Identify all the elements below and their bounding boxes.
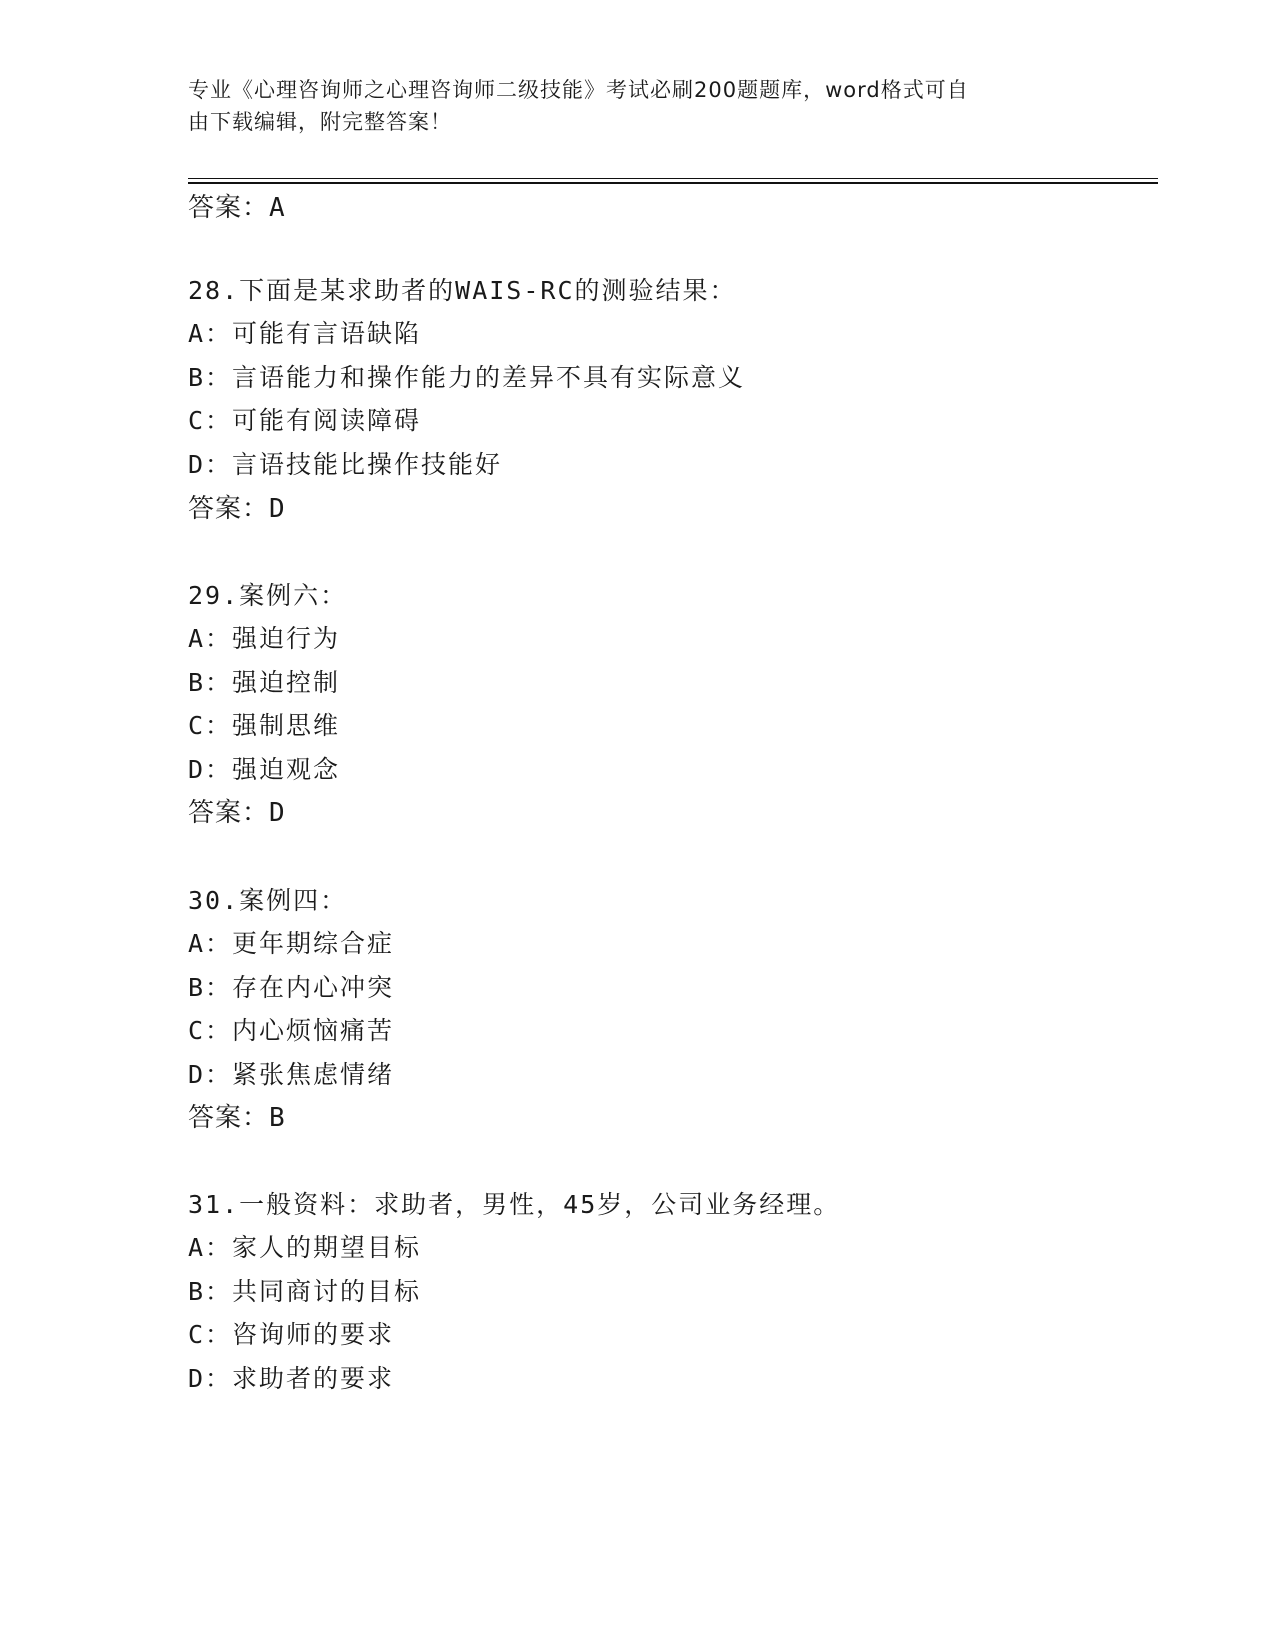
question-29-option-c: C：强制思维 (188, 711, 341, 740)
question-28-option-d: D：言语技能比操作技能好 (188, 450, 503, 479)
question-30-option-d: D：紧张焦虑情绪 (188, 1060, 395, 1089)
answer-label: 答案： (188, 798, 270, 828)
answer-value: D (269, 494, 286, 524)
answer-line-29 (188, 796, 286, 830)
question-31-option-d: D：求助者的要求 (188, 1364, 395, 1393)
answer-line-27 (188, 191, 286, 225)
header-divider-thick (188, 182, 1158, 184)
header-line-2: 由下载编辑，附完整答案！ (188, 110, 452, 134)
answer-label: 答案： (188, 494, 270, 524)
question-31-option-b: B：共同商讨的目标 (188, 1277, 422, 1306)
question-29-option-a: A：强迫行为 (188, 624, 341, 653)
answer-line-30 (188, 1101, 286, 1135)
header-line-1: 专业《心理咨询师之心理咨询师二级技能》考试必刷200题题库，word格式可自 (188, 78, 969, 102)
answer-label: 答案： (188, 1103, 270, 1133)
header-divider-thin (188, 178, 1158, 179)
question-28-option-a: A：可能有言语缺陷 (188, 319, 422, 348)
question-31-stem: 31.一般资料：求助者，男性，45岁，公司业务经理。 (188, 1190, 841, 1219)
question-30-stem: 30.案例四： (188, 886, 348, 915)
question-28-option-b: B：言语能力和操作能力的差异不具有实际意义 (188, 363, 746, 392)
question-30-option-a: A：更年期综合症 (188, 929, 395, 958)
question-29-option-b: B：强迫控制 (188, 668, 341, 697)
document-header (188, 74, 1088, 138)
answer-value: B (269, 1103, 286, 1133)
question-29-stem: 29.案例六： (188, 581, 348, 610)
question-28-option-c: C：可能有阅读障碍 (188, 406, 422, 435)
answer-label: 答案： (188, 193, 270, 223)
question-29-option-d: D：强迫观念 (188, 755, 341, 784)
answer-value: D (269, 798, 286, 828)
question-28-stem: 28.下面是某求助者的WAIS-RC的测验结果： (188, 276, 737, 305)
question-30-option-b: B：存在内心冲突 (188, 973, 395, 1002)
answer-value: A (269, 193, 286, 223)
question-31-option-a: A：家人的期望目标 (188, 1233, 422, 1262)
question-31-option-c: C：咨询师的要求 (188, 1320, 395, 1349)
question-30-option-c: C：内心烦恼痛苦 (188, 1016, 395, 1045)
answer-line-28 (188, 492, 286, 526)
